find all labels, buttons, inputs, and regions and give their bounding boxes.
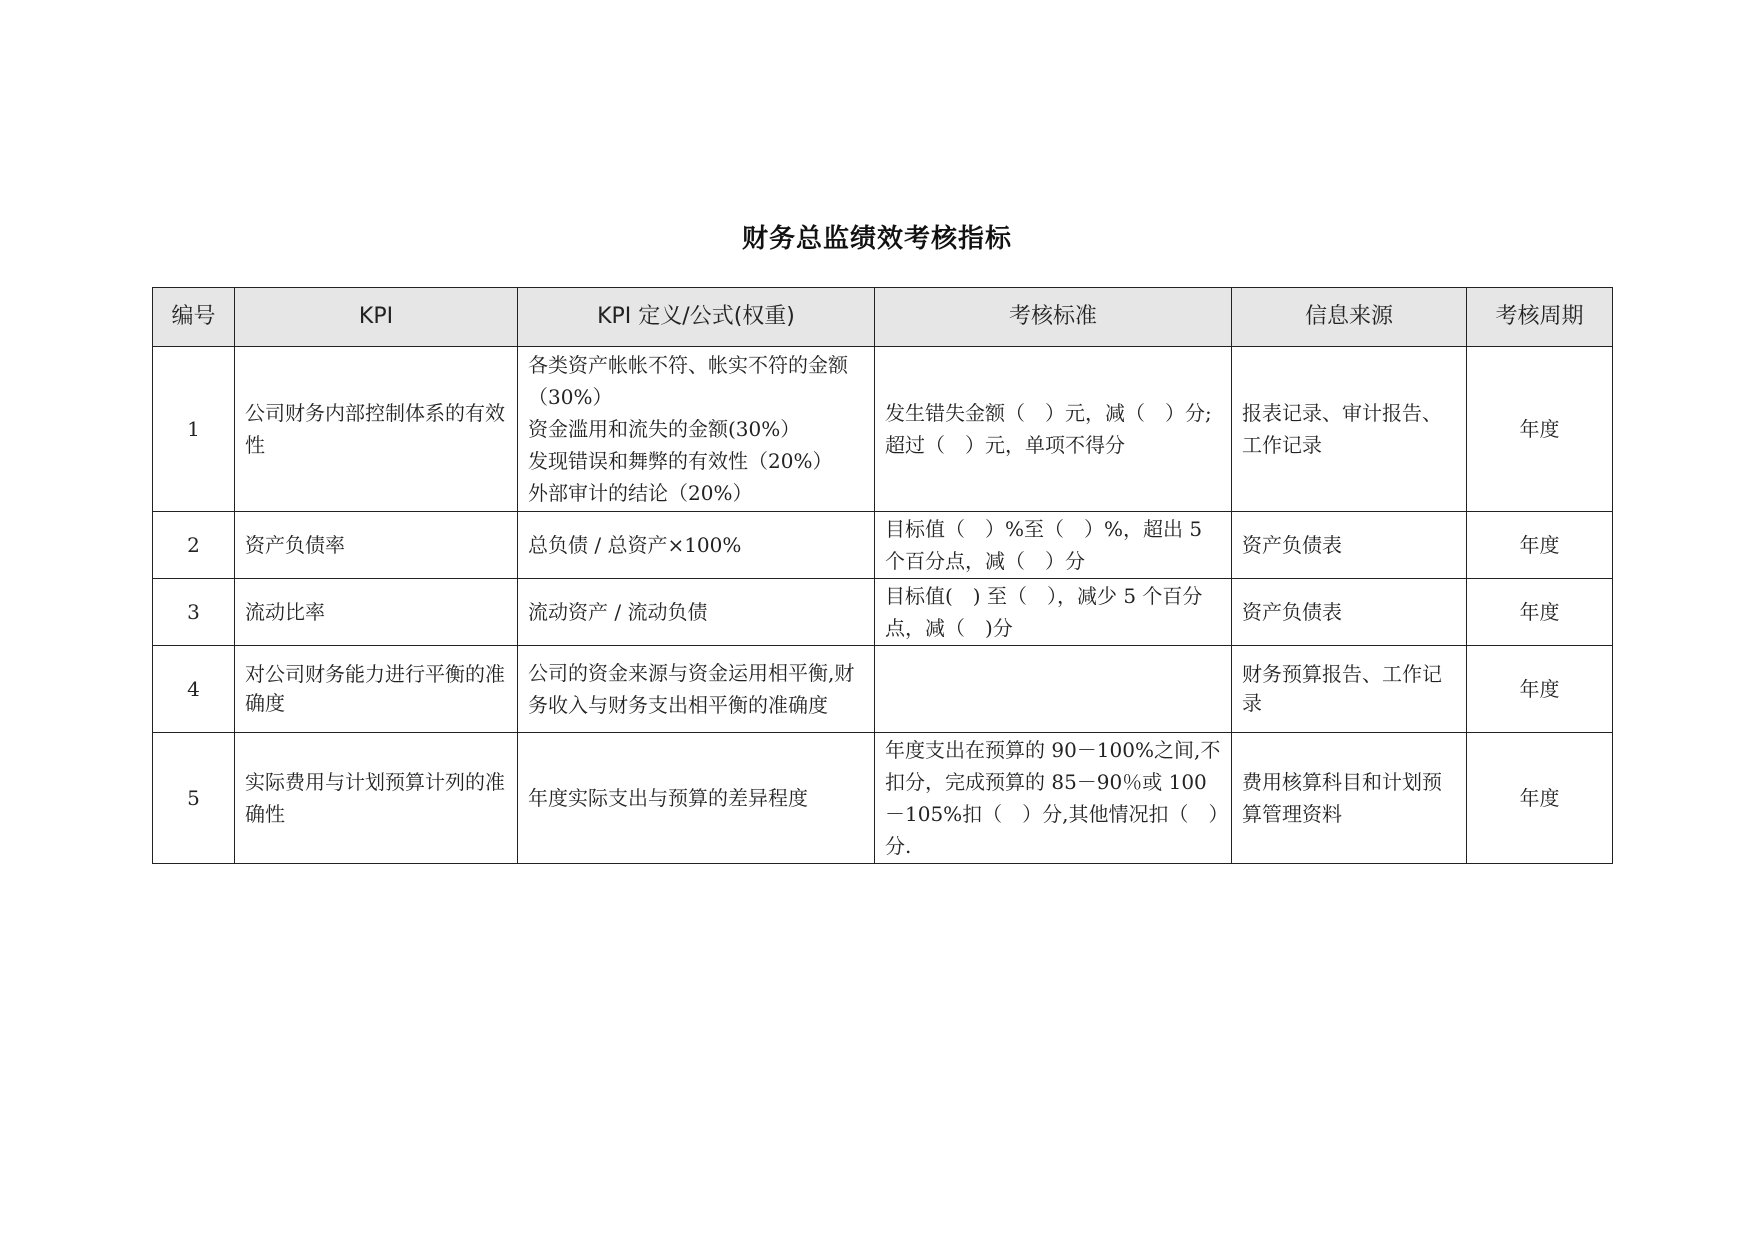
definition-line: 外部审计的结论（20%） xyxy=(528,481,753,505)
header-num: 编号 xyxy=(153,288,235,347)
info-source: 报表记录、审计报告、工作记录 xyxy=(1232,347,1467,512)
definition-line: 公司的资金来源与资金运用相平衡,财务收入与财务支出相平衡的准确度 xyxy=(528,661,855,717)
assessment-standard: 发生错失金额（ ）元，减（ ）分;超过（ ）元，单项不得分 xyxy=(875,347,1232,512)
header-kpi: KPI xyxy=(235,288,518,347)
table-row xyxy=(153,579,1613,646)
kpi-name: 对公司财务能力进行平衡的准确度 xyxy=(235,646,518,733)
row-number: 1 xyxy=(153,347,235,512)
assessment-cycle: 年度 xyxy=(1467,646,1613,733)
kpi-name: 流动比率 xyxy=(235,579,518,646)
kpi-definition xyxy=(518,347,875,512)
kpi-definition xyxy=(518,512,875,579)
row-number: 5 xyxy=(153,733,235,864)
definition-line: 年度实际支出与预算的差异程度 xyxy=(528,786,808,810)
row-number: 4 xyxy=(153,646,235,733)
kpi-table xyxy=(152,287,1613,864)
table-row xyxy=(153,646,1613,733)
header-standard: 考核标准 xyxy=(875,288,1232,347)
table-row xyxy=(153,347,1613,512)
page-title: 财务总监绩效考核指标 xyxy=(741,224,1012,254)
table-header-row xyxy=(153,288,1613,347)
definition-line: 资金滥用和流失的金额(30%） xyxy=(528,417,801,441)
kpi-name: 实际费用与计划预算计列的准确性 xyxy=(235,733,518,864)
assessment-standard xyxy=(875,646,1232,733)
table-row xyxy=(153,733,1613,864)
header-cycle: 考核周期 xyxy=(1467,288,1613,347)
assessment-standard: 目标值（ ）%至（ ）%，超出 5 个百分点，减（ ）分 xyxy=(875,512,1232,579)
header-definition: KPI 定义/公式(权重) xyxy=(518,288,875,347)
definition-line: 发现错误和舞弊的有效性（20%） xyxy=(528,449,833,473)
info-source: 资产负债表 xyxy=(1232,579,1467,646)
kpi-definition xyxy=(518,646,875,733)
header-source: 信息来源 xyxy=(1232,288,1467,347)
table-row xyxy=(153,512,1613,579)
assessment-standard: 年度支出在预算的 90－100%之间,不扣分，完成预算的 85－90％或 100－105%扣（ ）分,其他情况扣（ ）分. xyxy=(875,733,1232,864)
kpi-definition xyxy=(518,733,875,864)
definition-line: 流动资产 / 流动负债 xyxy=(528,600,708,624)
assessment-cycle: 年度 xyxy=(1467,579,1613,646)
assessment-cycle: 年度 xyxy=(1467,347,1613,512)
assessment-standard: 目标值( ) 至（ ），减少 5 个百分点，减（ )分 xyxy=(875,579,1232,646)
row-number: 2 xyxy=(153,512,235,579)
definition-line: 总负债 / 总资产×100% xyxy=(528,533,742,557)
kpi-name: 公司财务内部控制体系的有效性 xyxy=(235,347,518,512)
kpi-definition xyxy=(518,579,875,646)
info-source: 资产负债表 xyxy=(1232,512,1467,579)
kpi-name: 资产负债率 xyxy=(235,512,518,579)
assessment-cycle: 年度 xyxy=(1467,733,1613,864)
definition-line: 各类资产帐帐不符、帐实不符的金额（30%） xyxy=(528,353,848,409)
assessment-cycle: 年度 xyxy=(1467,512,1613,579)
info-source: 财务预算报告、工作记录 xyxy=(1232,646,1467,733)
info-source: 费用核算科目和计划预算管理资料 xyxy=(1232,733,1467,864)
row-number: 3 xyxy=(153,579,235,646)
